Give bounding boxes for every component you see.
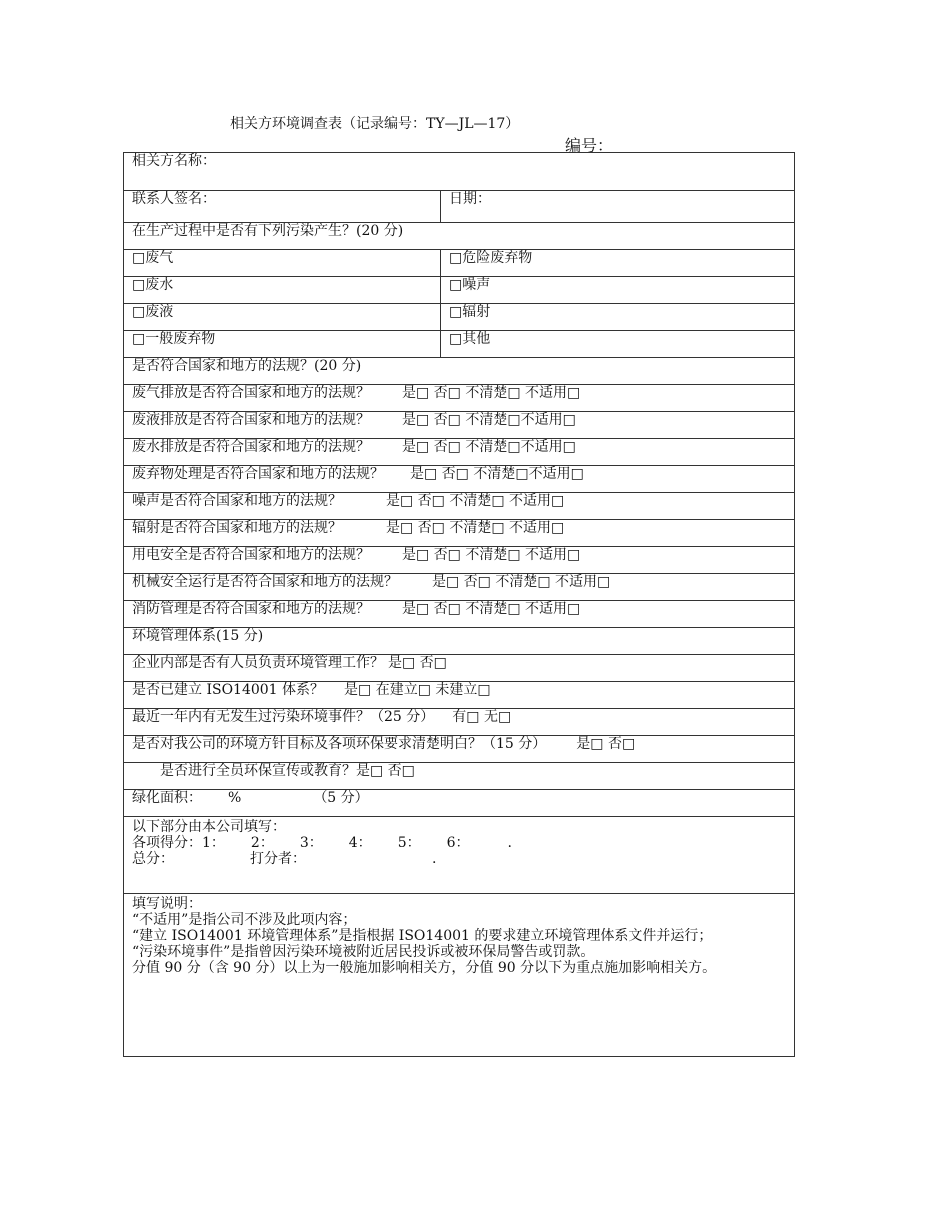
compliance-row[interactable]: [124, 574, 795, 601]
policy-options[interactable]: 是□ 否□: [576, 736, 636, 752]
score-5-label: 5：: [397, 835, 421, 851]
compliance-options[interactable]: 是□ 否□ 不清楚□不适用□: [410, 466, 584, 482]
instructions-heading: 填写说明：: [132, 896, 202, 912]
compliance-question: 噪声是否符合国家和地方的法规？: [132, 493, 342, 509]
company-intro: 以下部分由本公司填写：: [132, 819, 286, 835]
compliance-options[interactable]: 是□ 否□ 不清楚□ 不适用□: [386, 520, 565, 536]
checkbox-noise[interactable]: □噪声: [441, 277, 795, 304]
score-2-label: 2：: [250, 835, 274, 851]
instruction-line: 分值 90 分（含 90 分）以上为一般施加影响相关方，分值 90 分以下为重点施加影响相关方。: [132, 960, 717, 976]
instruction-line: “建立 ISO14001 环境管理体系”是指根据 ISO14001 的要求建立环境管理体系文件并运行；: [132, 928, 713, 944]
scores-end-dot: .: [507, 835, 512, 851]
compliance-row[interactable]: [124, 466, 795, 493]
checkbox-other[interactable]: □其他: [441, 331, 795, 358]
compliance-options[interactable]: 是□ 否□ 不清楚□ 不适用□: [402, 385, 581, 401]
item-scores-line: [132, 835, 786, 851]
score-6-label: 6：: [446, 835, 470, 851]
compliance-options[interactable]: 是□ 否□ 不清楚□不适用□: [402, 439, 576, 455]
pollution-heading: 在生产过程中是否有下列污染产生？(20 分): [124, 223, 795, 250]
ems-staff-question: 企业内部是否有人员负责环境管理工作？: [132, 655, 384, 671]
checkbox-hazardous-waste[interactable]: □危险废弃物: [441, 250, 795, 277]
checkbox-general-waste[interactable]: □一般废弃物: [124, 331, 441, 358]
total-line: [132, 851, 786, 867]
ems-heading: 环境管理体系(15 分): [124, 628, 795, 655]
instructions-section: [124, 894, 795, 1057]
compliance-question: 辐射是否符合国家和地方的法规？: [132, 520, 342, 536]
instruction-line: “不适用”是指公司不涉及此项内容；: [132, 912, 357, 928]
scorer-end-dot: .: [432, 851, 437, 867]
compliance-row[interactable]: [124, 547, 795, 574]
compliance-row[interactable]: [124, 520, 795, 547]
form-title: 相关方环境调查表（记录编号：TY—JL—17）: [230, 116, 520, 132]
compliance-options[interactable]: 是□ 否□ 不清楚□ 不适用□: [402, 547, 581, 563]
policy-question: 是否对我公司的环境方针目标及各项环保要求清楚明白？（15 分）: [132, 736, 547, 752]
compliance-heading: 是否符合国家和地方的法规？(20 分): [124, 358, 795, 385]
ems-iso-options[interactable]: 是□ 在建立□ 未建立□: [344, 682, 491, 698]
compliance-options[interactable]: 是□ 否□ 不清楚□ 不适用□: [386, 493, 565, 509]
ems-staff-row[interactable]: [124, 655, 795, 682]
incident-row[interactable]: [124, 709, 795, 736]
training-row[interactable]: 是否进行全员环保宣传或教育？是□ 否□: [124, 763, 795, 790]
ems-iso-row[interactable]: [124, 682, 795, 709]
compliance-question: 废弃物处理是否符合国家和地方的法规？: [132, 466, 384, 482]
compliance-options[interactable]: 是□ 否□ 不清楚□ 不适用□: [432, 574, 611, 590]
checkbox-waste-liquid[interactable]: □废液: [124, 304, 441, 331]
compliance-question: 机械安全运行是否符合国家和地方的法规？: [132, 574, 398, 590]
party-name-field[interactable]: [124, 153, 795, 191]
compliance-row[interactable]: [124, 439, 795, 466]
policy-row[interactable]: [124, 736, 795, 763]
compliance-row[interactable]: [124, 385, 795, 412]
compliance-question: 用电安全是否符合国家和地方的法规？: [132, 547, 370, 563]
compliance-row[interactable]: [124, 412, 795, 439]
ems-staff-options[interactable]: 是□ 否□: [388, 655, 447, 671]
item-scores-label: 各项得分：1：: [132, 835, 225, 851]
compliance-question: 废水排放是否符合国家和地方的法规？: [132, 439, 370, 455]
green-area-row[interactable]: [124, 790, 795, 817]
incident-question: 最近一年内有无发生过污染环境事件？（25 分）: [132, 709, 435, 725]
compliance-question: 消防管理是否符合国家和地方的法规？: [132, 601, 370, 617]
party-name-label: 相关方名称：: [132, 153, 216, 169]
green-area-score: （5 分）: [313, 790, 369, 806]
score-4-label: 4：: [348, 835, 372, 851]
document-number-label: 编号：: [565, 136, 614, 155]
checkbox-exhaust-gas[interactable]: □废气: [124, 250, 441, 277]
instruction-line: “污染环境事件”是指曾因污染环境被附近居民投诉或被环保局警告或罚款。: [132, 944, 595, 960]
date-field[interactable]: [441, 191, 795, 223]
compliance-options[interactable]: 是□ 否□ 不清楚□ 不适用□: [402, 601, 581, 617]
compliance-row[interactable]: [124, 601, 795, 628]
compliance-question: 废液排放是否符合国家和地方的法规？: [132, 412, 370, 428]
green-area-label: 绿化面积：: [132, 790, 202, 806]
compliance-options[interactable]: 是□ 否□ 不清楚□不适用□: [402, 412, 576, 428]
date-label: 日期：: [449, 191, 491, 207]
compliance-row[interactable]: [124, 493, 795, 520]
checkbox-radiation[interactable]: □辐射: [441, 304, 795, 331]
company-scoring-section[interactable]: [124, 817, 795, 894]
checkbox-waste-water[interactable]: □废水: [124, 277, 441, 304]
incident-options[interactable]: 有□ 无□: [452, 709, 512, 725]
compliance-question: 废气排放是否符合国家和地方的法规？: [132, 385, 370, 401]
green-area-unit: %: [228, 790, 242, 806]
ems-iso-question: 是否已建立 ISO14001 体系？: [132, 682, 325, 698]
score-3-label: 3：: [299, 835, 323, 851]
contact-signature-label: 联系人签名：: [132, 191, 216, 207]
total-score-label: 总分：: [132, 851, 174, 867]
scorer-label: 打分者：: [250, 851, 306, 867]
contact-signature-field[interactable]: [124, 191, 441, 223]
survey-form-table: [123, 152, 795, 1057]
